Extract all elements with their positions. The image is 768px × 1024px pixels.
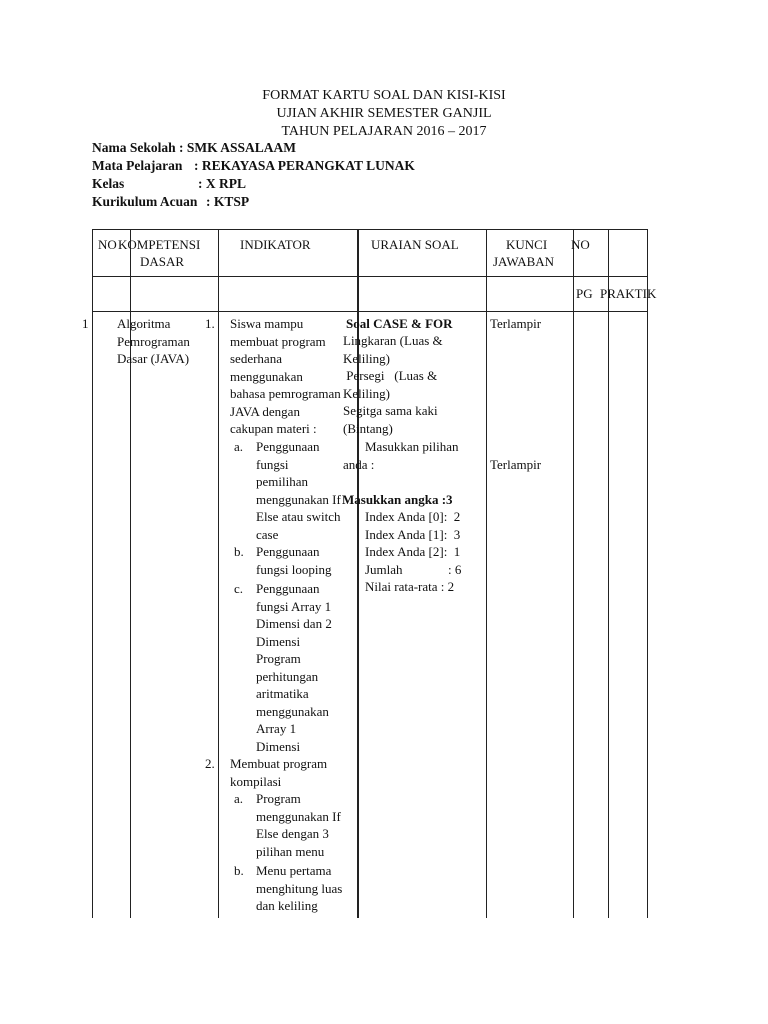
indicator-line: Dimensi dan 2 bbox=[256, 616, 332, 631]
curriculum-value: : KTSP bbox=[206, 194, 250, 209]
indicator-line: Penggunaan bbox=[256, 544, 320, 559]
indicator-line: Penggunaan bbox=[256, 439, 320, 454]
indicator-2-number: 2. bbox=[205, 756, 215, 771]
indicator-1b-text bbox=[256, 543, 331, 578]
indicator-line: JAVA dengan bbox=[230, 403, 300, 419]
soal-masukkan: Masukkan pilihan bbox=[365, 439, 459, 454]
indicator-1-text bbox=[230, 315, 341, 438]
soal-index-lines bbox=[365, 508, 461, 596]
indicator-line: dan keliling bbox=[256, 898, 318, 913]
indicator-2-text bbox=[230, 755, 327, 790]
school-value: SMK ASSALAAM bbox=[186, 140, 297, 155]
indicator-2a-marker: a. bbox=[234, 791, 244, 806]
indicator-line: fungsi bbox=[256, 456, 289, 472]
kunci-jawaban-1: Terlampir bbox=[490, 316, 542, 331]
indicator-line: menggunakan bbox=[230, 368, 303, 384]
indicator-2b-marker: b. bbox=[234, 863, 244, 878]
header-kompetensi: KOMPETENSI bbox=[118, 237, 201, 252]
indicator-line: Array 1 bbox=[256, 721, 297, 736]
indicator-line: menggunakan If bbox=[256, 808, 341, 824]
indicator-line: Menu pertama bbox=[256, 863, 332, 878]
header-kompetensi-2: DASAR bbox=[140, 254, 185, 269]
indicator-line: case bbox=[256, 526, 279, 542]
indicator-2b-text bbox=[256, 862, 342, 915]
class-row bbox=[92, 175, 246, 193]
soal-line: Index Anda [1]: 3 bbox=[365, 526, 461, 542]
soal-line: Keliling) bbox=[343, 350, 390, 366]
header-no-soal: NO bbox=[571, 237, 590, 252]
kompetensi-line: Algoritma bbox=[117, 316, 171, 331]
header-indikator: INDIKATOR bbox=[240, 237, 311, 252]
kompetensi-line: Pemrograman bbox=[117, 333, 190, 349]
header-pg: PG bbox=[576, 286, 593, 301]
indicator-line: sederhana bbox=[230, 351, 282, 366]
indicator-line: Else atau switch bbox=[256, 509, 341, 524]
indicator-line: menghitung luas bbox=[256, 880, 343, 896]
school-row bbox=[92, 139, 296, 157]
soal-line: Index Anda [0]: 2 bbox=[365, 509, 461, 524]
indicator-line: Program bbox=[256, 791, 301, 806]
subject-value: : REKAYASA PERANGKAT LUNAK bbox=[194, 158, 415, 173]
indicator-line: kompilasi bbox=[230, 773, 282, 789]
kompetensi-line: Dasar (JAVA) bbox=[117, 351, 190, 366]
indicator-line: fungsi looping bbox=[256, 561, 332, 577]
doc-title-line3: TAHUN PELAJARAN 2016 – 2017 bbox=[281, 124, 487, 139]
doc-title-line2: UJIAN AKHIR SEMESTER GANJIL bbox=[276, 106, 492, 121]
indicator-line: membuat program bbox=[230, 333, 326, 349]
indicator-1c-marker: c. bbox=[234, 581, 244, 596]
curriculum-label: Kurikulum Acuan bbox=[92, 194, 198, 209]
indicator-line: Program bbox=[256, 651, 301, 666]
soal-title: Soal CASE & FOR bbox=[346, 316, 453, 331]
school-label: Nama Sekolah : bbox=[92, 140, 187, 155]
soal-line: Persegi (Luas & bbox=[343, 368, 438, 383]
soal-lines bbox=[343, 332, 443, 437]
indicator-line: Dimensi bbox=[256, 633, 301, 649]
kompetensi-cell bbox=[117, 315, 190, 368]
header-no: NO bbox=[98, 237, 117, 252]
subject-row bbox=[92, 157, 415, 175]
soal-line: (Bintang) bbox=[343, 420, 393, 436]
doc-title-line1: FORMAT KARTU SOAL DAN KISI-KISI bbox=[262, 88, 506, 103]
indicator-2a-text bbox=[256, 790, 341, 860]
subject-label: Mata Pelajaran bbox=[92, 158, 183, 173]
header-praktik: PRAKTIK bbox=[600, 286, 657, 301]
indicator-line: pemilihan bbox=[256, 474, 308, 489]
indicator-line: bahasa pemrograman bbox=[230, 386, 341, 401]
soal-line: Nilai rata-rata : 2 bbox=[365, 579, 455, 594]
indicator-1c-text bbox=[256, 580, 332, 755]
soal-line: Index Anda [2]: 1 bbox=[365, 544, 461, 559]
class-value: : X RPL bbox=[198, 176, 246, 191]
indicator-1-number: 1. bbox=[205, 316, 215, 331]
indicator-line: menggunakan If bbox=[256, 491, 341, 507]
header-kunci: KUNCI bbox=[506, 237, 548, 252]
indicator-line: aritmatika bbox=[256, 686, 309, 701]
soal-anda: anda : bbox=[343, 457, 375, 472]
class-label: Kelas bbox=[92, 176, 125, 191]
indicator-line: Else dengan 3 bbox=[256, 826, 329, 841]
indicator-1a-marker: a. bbox=[234, 439, 244, 454]
indicator-line: Dimensi bbox=[256, 738, 301, 754]
header-kunci-2: JAWABAN bbox=[493, 254, 555, 269]
soal-line: Jumlah : 6 bbox=[365, 561, 462, 577]
indicator-line: Penggunaan bbox=[256, 581, 320, 596]
soal-line: Keliling) bbox=[343, 385, 390, 401]
indicator-line: perhitungan bbox=[256, 668, 319, 684]
indicator-1b-marker: b. bbox=[234, 544, 244, 559]
soal-line: Segitga sama kaki bbox=[343, 403, 438, 418]
indicator-line: fungsi Array 1 bbox=[256, 598, 332, 614]
kunci-jawaban-2: Terlampir bbox=[490, 457, 542, 472]
indicator-line: cakupan materi : bbox=[230, 421, 317, 436]
indicator-line: Siswa mampu bbox=[230, 316, 304, 331]
header-uraian: URAIAN SOAL bbox=[371, 237, 459, 252]
indicator-line: Membuat program bbox=[230, 756, 328, 771]
indicator-line: pilihan menu bbox=[256, 843, 325, 859]
soal-line: Lingkaran (Luas & bbox=[343, 333, 443, 348]
row-no: 1 bbox=[82, 316, 89, 331]
indicator-line: menggunakan bbox=[256, 703, 329, 719]
indicator-1a-text bbox=[256, 438, 341, 543]
soal-masukkan-angka: Masukkan angka :3 bbox=[342, 492, 453, 507]
curriculum-row bbox=[92, 193, 250, 211]
